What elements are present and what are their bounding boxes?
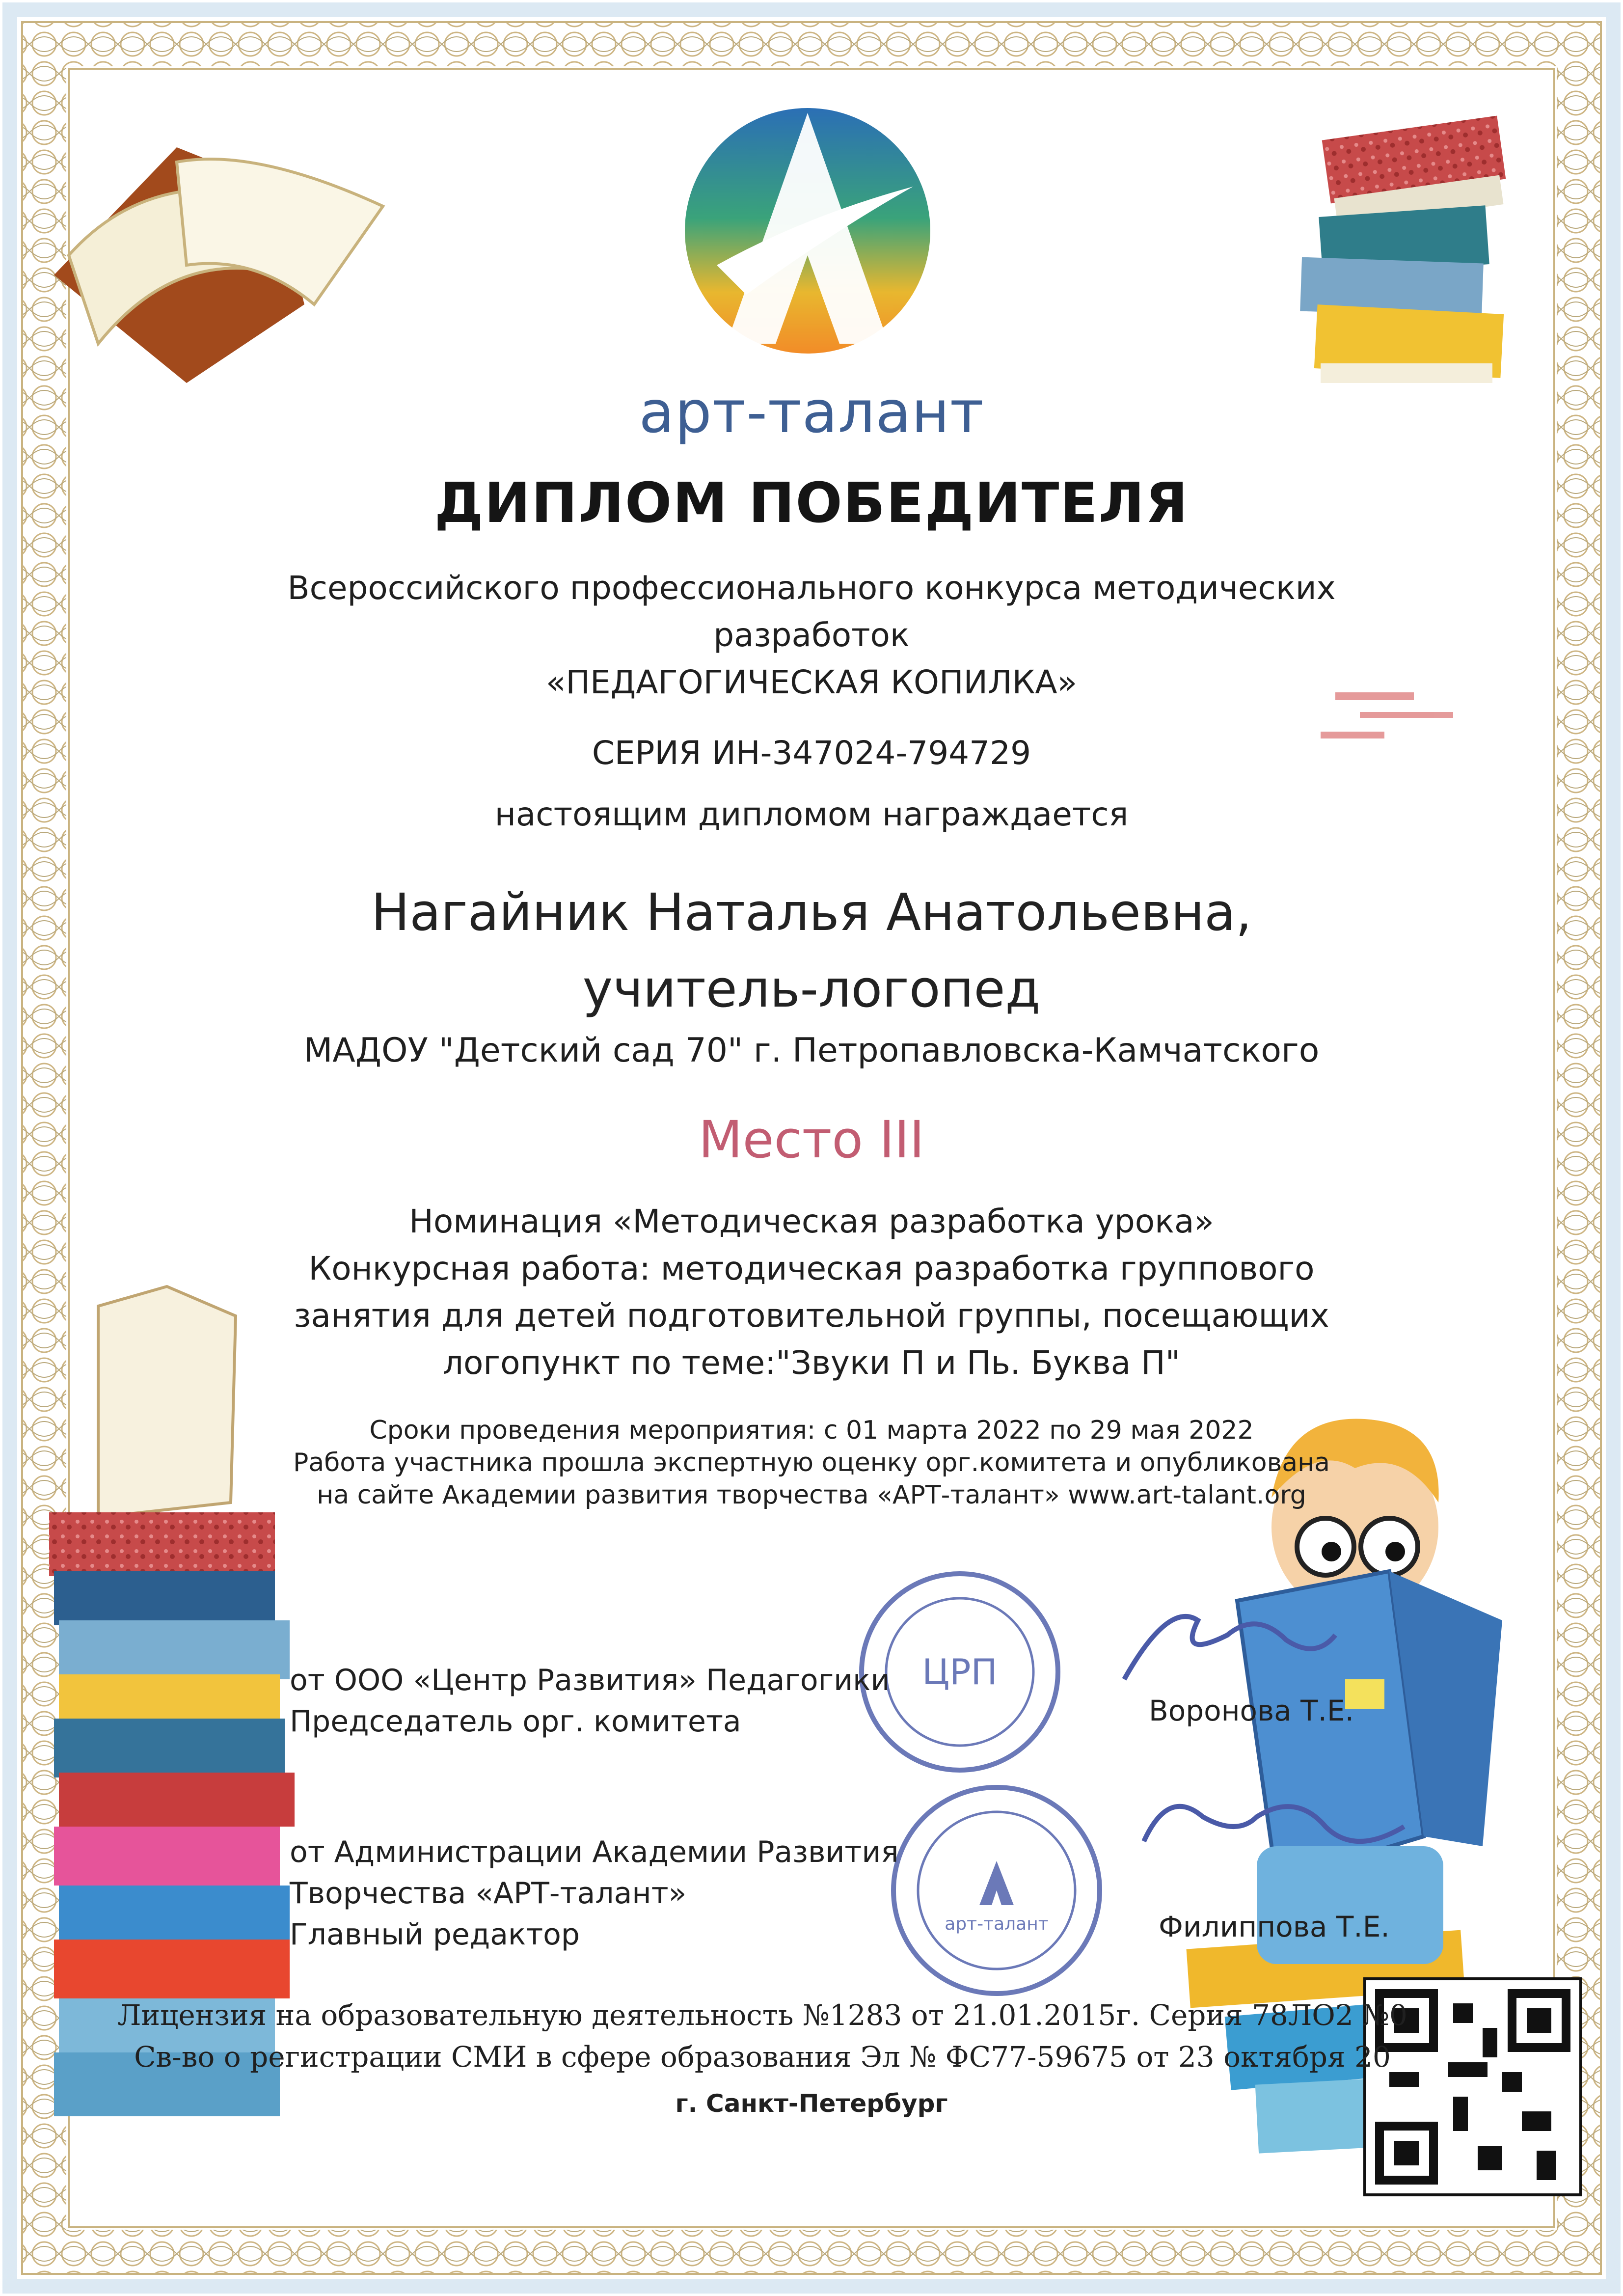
seal-crp-text: ЦРП [922, 1651, 998, 1693]
work-line-2: занятия для детей подготовительной группы, посещающих [294, 1297, 1329, 1335]
signatory-1-line-2: Председатель орг. комитета [290, 1704, 741, 1739]
signatory-1 [290, 1660, 890, 1742]
open-book-illustration [54, 147, 383, 383]
event-dates: Сроки проведения мероприятия: с 01 марта 2022 по 29 мая 2022 [369, 1416, 1254, 1445]
signatory-2-line-2: Творчества «АРТ-талант» [290, 1876, 687, 1911]
signatory-1-name: Воронова Т.Е. [1149, 1694, 1354, 1727]
signatory-2-name: Филиппова Т.Е. [1159, 1910, 1390, 1943]
contest-line-2: разработок [713, 616, 910, 654]
review-line-2: на сайте Академии развития творчества «АРТ-талант» www.art-talant.org [317, 1480, 1306, 1510]
organization: МАДОУ "Детский сад 70" г. Петропавловска-Камчатского [303, 1031, 1320, 1070]
seal-art-talant [893, 1787, 1100, 1994]
review-line-1: Работа участника прошла экспертную оценку орг.комитета и опубликована [293, 1448, 1330, 1477]
diploma-title: ДИПЛОМ ПОБЕДИТЕЛЯ [434, 471, 1189, 535]
art-talant-logo-icon [685, 108, 930, 354]
awarded-text: настоящим дипломом награждается [494, 795, 1129, 833]
seal-crp [862, 1574, 1058, 1770]
contest-description [0, 565, 1623, 706]
signatory-2-line-3: Главный редактор [290, 1917, 580, 1952]
place-award: Место III [698, 1110, 925, 1170]
winner-name: Нагайник Наталья Анатольевна, [371, 882, 1252, 942]
brand-name: арт-талант [639, 378, 984, 446]
contest-line-3: «ПЕДАГОГИЧЕСКАЯ КОПИЛКА» [546, 663, 1077, 701]
series-number: СЕРИЯ ИН-347024-794729 [592, 734, 1031, 772]
book-stack-top-right [1300, 116, 1506, 383]
city-name: г. Санкт-Петербург [675, 2089, 948, 2118]
signatory-2 [290, 1831, 898, 1955]
signatory-2-line-1: от Администрации Академии Развития [290, 1835, 899, 1869]
license-line: Лицензия на образовательную деятельность №1283 от 21.01.2015г. Серия 78ЛО2 №0 [117, 1998, 1407, 2032]
contest-line-1: Всероссийского профессионального конкурса методических [287, 569, 1336, 607]
event-info [0, 1414, 1623, 1511]
seal-art-talant-text: арт-талант [945, 1914, 1049, 1934]
work-description [0, 1198, 1623, 1387]
work-line-1: Конкурсная работа: методическая разработка группового [308, 1250, 1315, 1287]
winner-position: учитель-логопед [582, 959, 1041, 1019]
winner-block [0, 874, 1623, 1027]
book-stack-left [49, 1286, 295, 2116]
nomination: Номинация «Методическая разработка урока» [409, 1203, 1214, 1240]
registration-line: Св-во о регистрации СМИ в сфере образования Эл № ФС77-59675 от 23 октября 20 [134, 2040, 1391, 2074]
work-line-3: логопункт по теме:"Звуки П и Пь. Буква П" [442, 1344, 1181, 1382]
signatory-1-line-1: от ООО «Центр Развития» Педагогики [290, 1663, 890, 1697]
